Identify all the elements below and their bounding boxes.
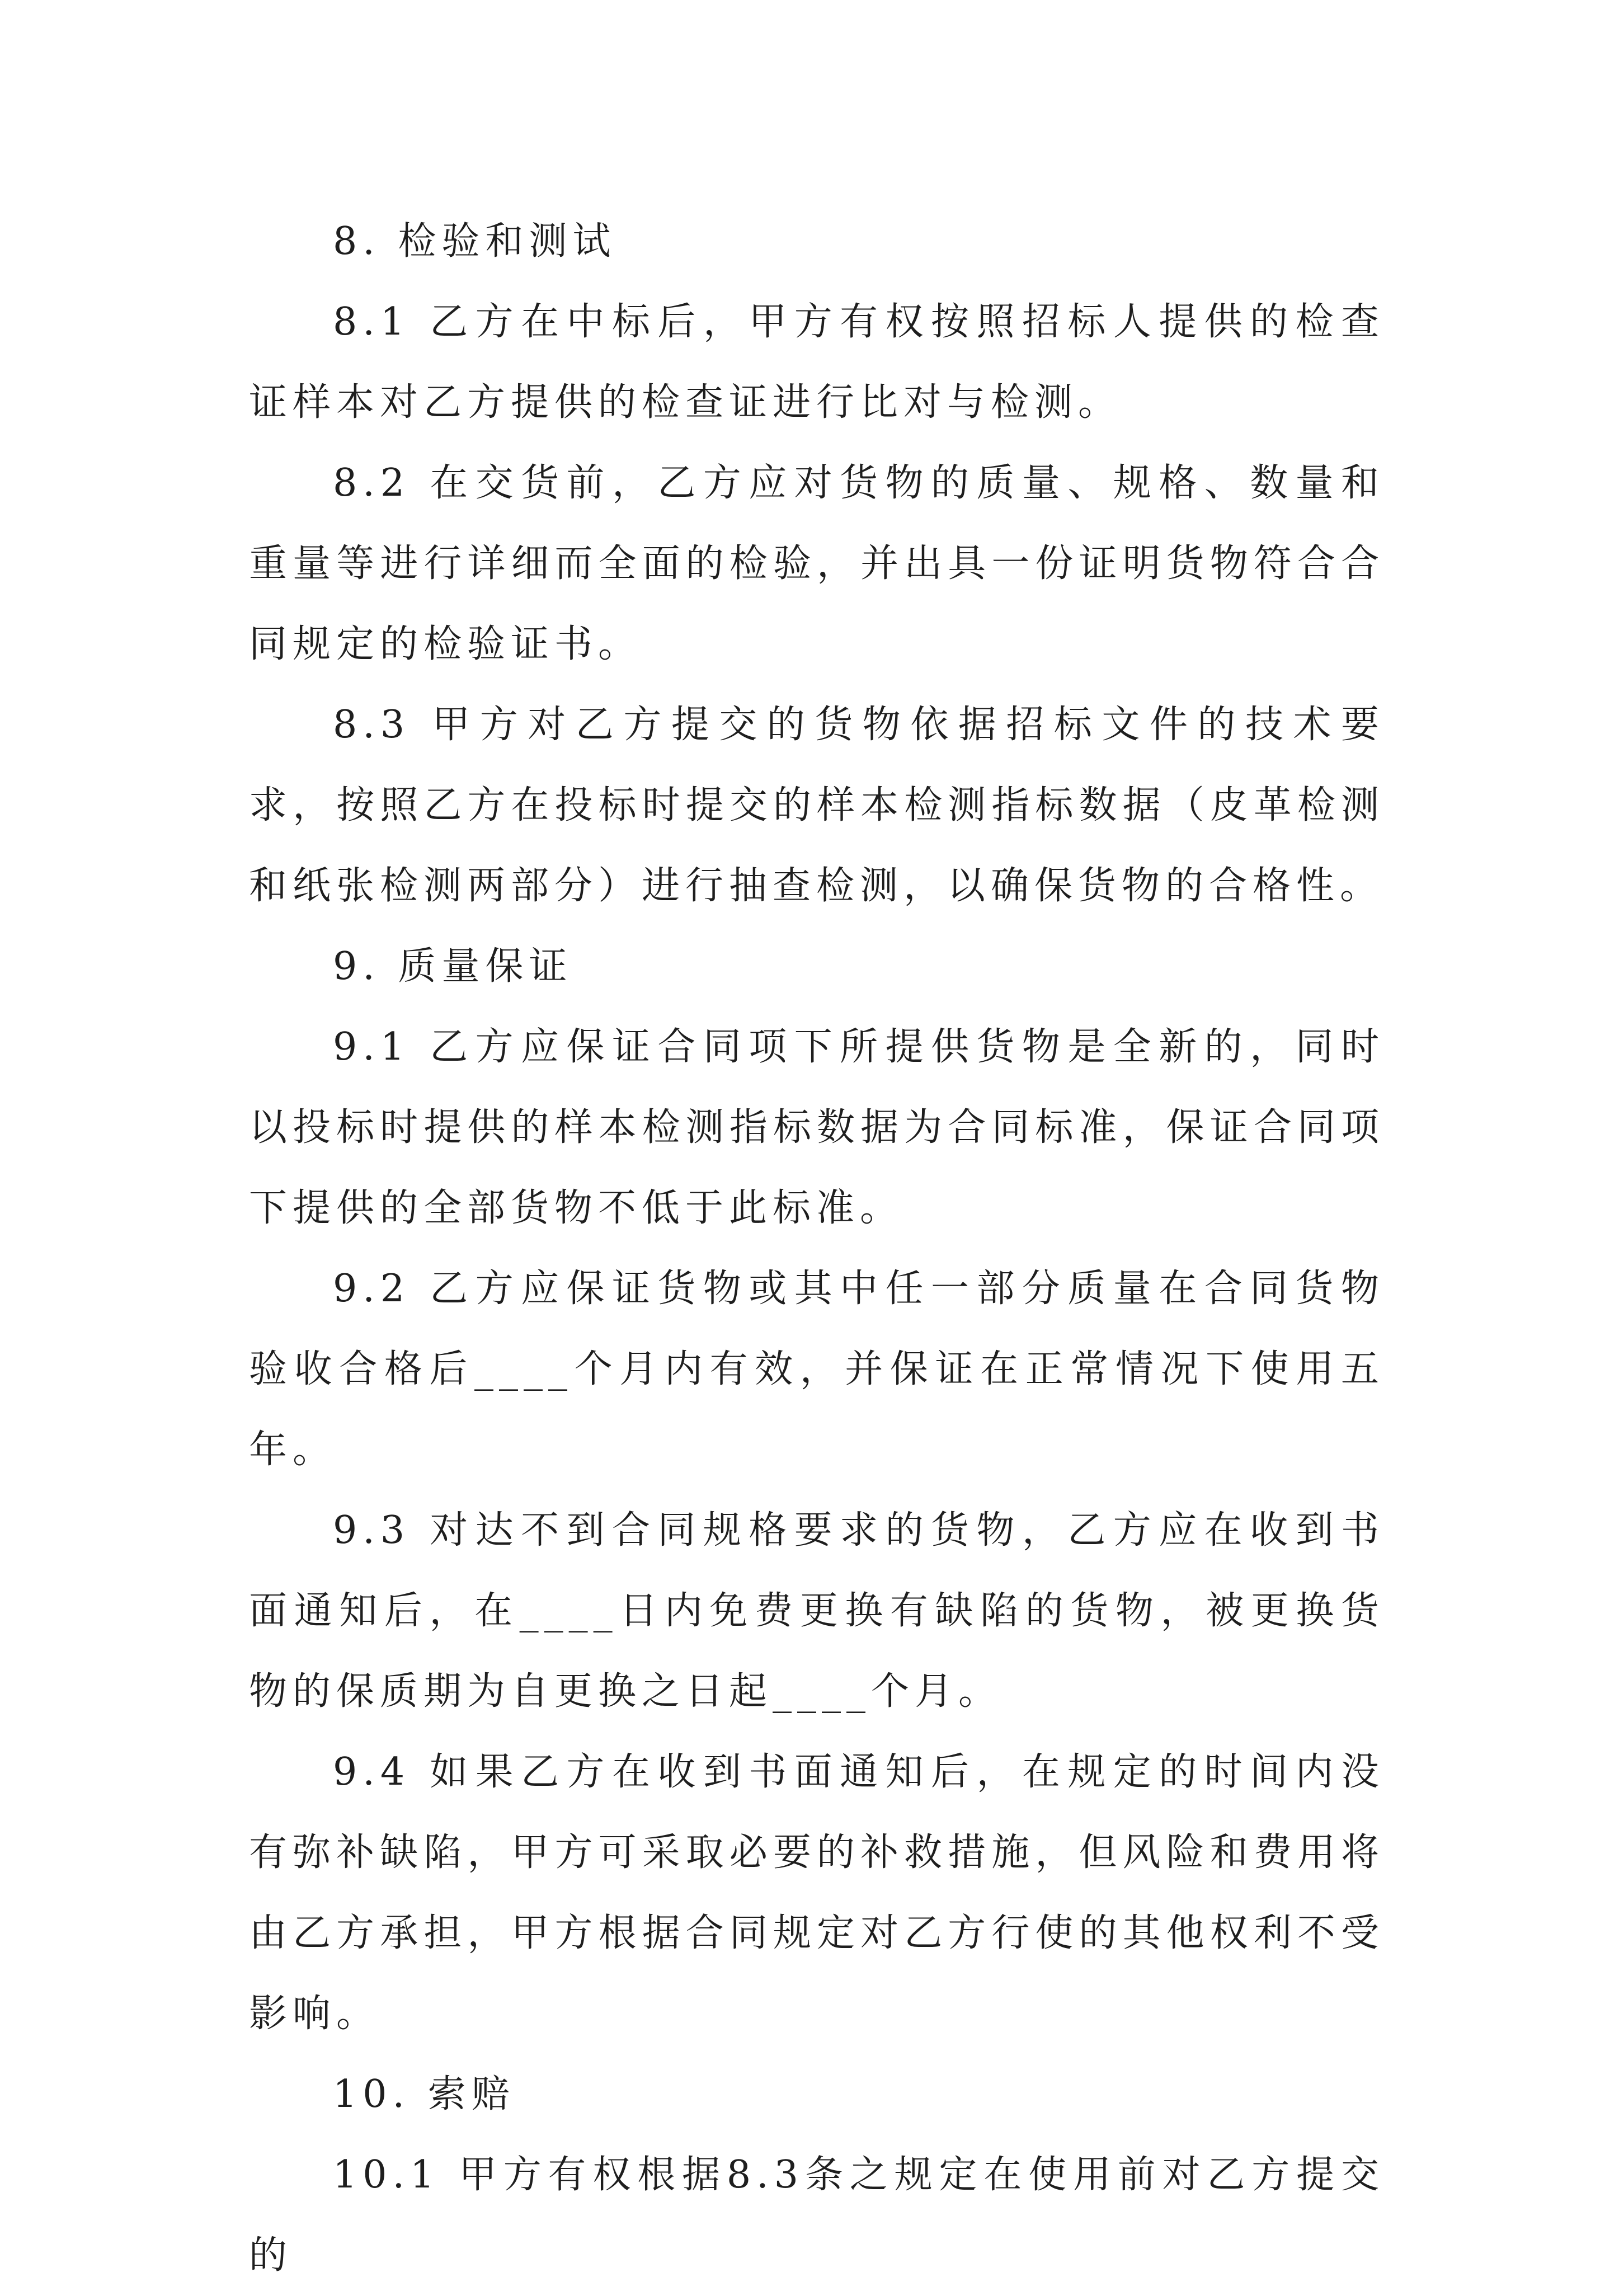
clause-9-2: 9.2 乙方应保证货物或其中任一部分质量在合同货物验收合格后____个月内有效，并保证在正常情况下使用五年。 — [249, 1267, 1385, 1472]
section-heading-claims: 10. 索赔 — [333, 2072, 515, 2116]
section-heading-quality-guarantee: 9. 质量保证 — [333, 944, 573, 989]
clause-8-1: 8.1 乙方在中标后，甲方有权按照招标人提供的检查证样本对乙方提供的检查证进行比对与检测。 — [249, 300, 1385, 425]
clause-9-4: 9.4 如果乙方在收到书面通知后，在规定的时间内没有弥补缺陷，甲方可采取必要的补救措施，但风险和费用将由乙方承担，甲方根据合同规定对乙方行使的其他权利不受影响。 — [249, 1750, 1385, 2036]
clause-8-2: 8.2 在交货前，乙方应对货物的质量、规格、数量和重量等进行详细而全面的检验，并出具一份证明货物符合合同规定的检验证书。 — [249, 461, 1385, 666]
clause-8-3: 8.3 甲方对乙方提交的货物依据招标文件的技术要求，按照乙方在投标时提交的样本检测指标数据（皮革检测和纸张检测两部分）进行抽查检测，以确保货物的合格性。 — [249, 703, 1385, 908]
section-heading-inspection: 8. 检验和测试 — [333, 219, 616, 264]
clause-9-1: 9.1 乙方应保证合同项下所提供货物是全新的，同时以投标时提供的样本检测指标数据为合同标准，保证合同项下提供的全部货物不低于此标准。 — [249, 1025, 1385, 1230]
clause-10-1: 10.1 甲方有权根据8.3条之规定在使用前对乙方提交的 — [249, 2153, 1385, 2278]
clause-9-3: 9.3 对达不到合同规格要求的货物，乙方应在收到书面通知后，在____日内免费更换有缺陷的货物，被更换货物的保质期为自更换之日起____个月。 — [249, 1508, 1385, 1714]
document-body — [249, 201, 1385, 2296]
